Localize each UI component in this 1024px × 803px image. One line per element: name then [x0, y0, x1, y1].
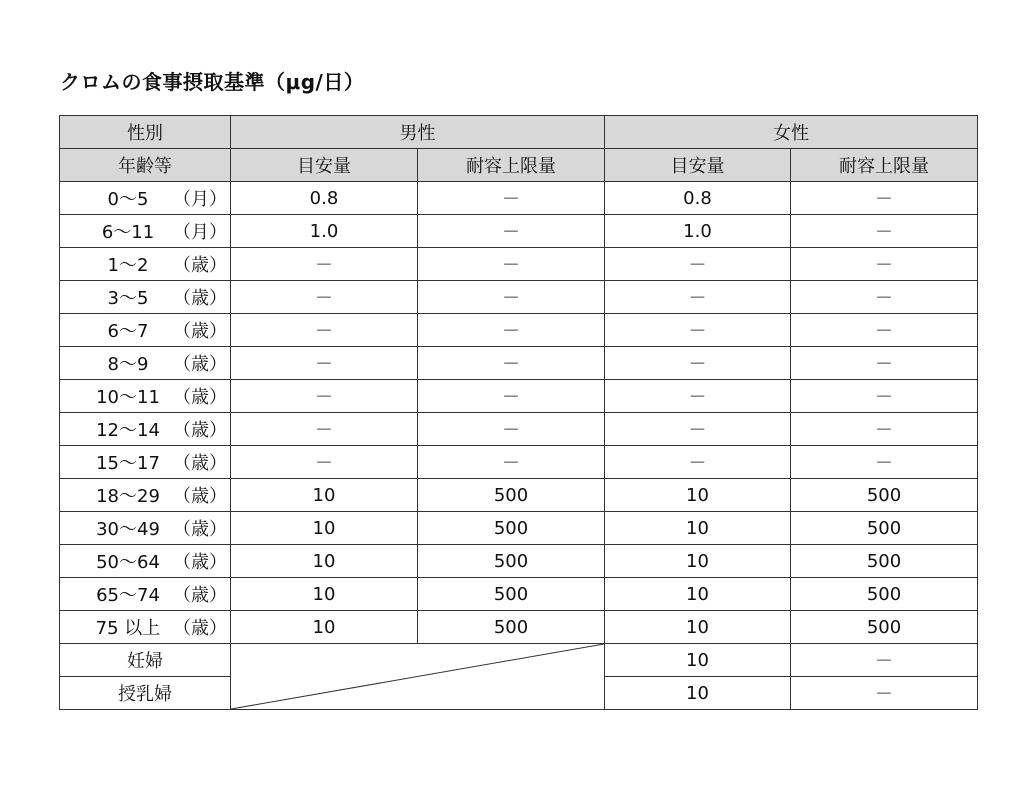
male-upper-limit-cell: －	[418, 314, 605, 347]
female-adequate-cell: 10	[605, 545, 791, 578]
table-row	[60, 248, 978, 281]
age-cell	[60, 215, 231, 248]
female-adequate-cell: 10	[605, 578, 791, 611]
female-adequate-cell: 0.8	[605, 182, 791, 215]
age-cell	[60, 479, 231, 512]
table-row	[60, 413, 978, 446]
female-adequate-cell: －	[605, 347, 791, 380]
female-upper-limit-cell: －	[791, 314, 978, 347]
male-adequate-cell: 10	[231, 512, 418, 545]
female-upper-limit-cell: 500	[791, 479, 978, 512]
table-row	[60, 347, 978, 380]
female-adequate-cell: 10	[605, 512, 791, 545]
male-adequate-cell: －	[231, 248, 418, 281]
male-adequate-cell: －	[231, 347, 418, 380]
male-adequate-cell: 10	[231, 578, 418, 611]
male-upper-limit-cell: 500	[418, 611, 605, 644]
female-adequate-cell: 1.0	[605, 215, 791, 248]
age-unit: （歳）	[173, 585, 227, 606]
female-upper-limit-cell: －	[791, 248, 978, 281]
table-row	[60, 578, 978, 611]
table-row	[60, 281, 978, 314]
age-range: 8～9	[107, 354, 149, 375]
table-row	[60, 314, 978, 347]
header-male: 男性	[231, 116, 605, 149]
diagonal-line	[231, 644, 604, 709]
male-adequate-cell: －	[231, 281, 418, 314]
table-row	[60, 446, 978, 479]
female-adequate-cell: 10	[605, 644, 791, 677]
age-cell	[60, 314, 231, 347]
age-unit: （月）	[173, 222, 227, 243]
female-adequate-cell: 10	[605, 677, 791, 710]
age-cell	[60, 182, 231, 215]
female-adequate-cell: －	[605, 413, 791, 446]
female-upper-limit-cell: 500	[791, 611, 978, 644]
age-cell	[60, 248, 231, 281]
header-female: 女性	[605, 116, 978, 149]
female-upper-limit-cell: 500	[791, 545, 978, 578]
header-male-adequate: 目安量	[231, 149, 418, 182]
female-upper-limit-cell: －	[791, 644, 978, 677]
age-cell	[60, 611, 231, 644]
female-upper-limit-cell: －	[791, 347, 978, 380]
female-adequate-cell: －	[605, 314, 791, 347]
age-unit: （歳）	[173, 387, 227, 408]
male-adequate-cell: －	[231, 413, 418, 446]
age-unit: （月）	[173, 189, 227, 210]
table-row	[60, 545, 978, 578]
age-range: 6～7	[107, 321, 149, 342]
male-upper-limit-cell: －	[418, 215, 605, 248]
female-adequate-cell: 10	[605, 611, 791, 644]
male-upper-limit-cell: 500	[418, 545, 605, 578]
female-adequate-cell: －	[605, 281, 791, 314]
age-range: 10～11	[96, 387, 160, 408]
age-cell	[60, 380, 231, 413]
chromium-intake-table	[59, 115, 977, 710]
age-range: 15～17	[96, 453, 160, 474]
male-upper-limit-cell: －	[418, 281, 605, 314]
female-upper-limit-cell: 500	[791, 578, 978, 611]
age-range: 6～11	[101, 222, 155, 243]
header-row-sex	[60, 116, 978, 149]
female-upper-limit-cell: －	[791, 446, 978, 479]
age-unit: （歳）	[173, 255, 227, 276]
age-unit: （歳）	[173, 321, 227, 342]
male-upper-limit-cell: 500	[418, 479, 605, 512]
male-adequate-cell: 10	[231, 545, 418, 578]
female-upper-limit-cell: －	[791, 677, 978, 710]
header-female-adequate: 目安量	[605, 149, 791, 182]
age-unit: （歳）	[173, 618, 227, 639]
header-age: 年齢等	[60, 149, 231, 182]
male-upper-limit-cell: －	[418, 413, 605, 446]
age-unit: （歳）	[173, 453, 227, 474]
male-upper-limit-cell: －	[418, 446, 605, 479]
male-adequate-cell: －	[231, 380, 418, 413]
male-adequate-cell: 1.0	[231, 215, 418, 248]
age-cell	[60, 446, 231, 479]
female-adequate-cell: －	[605, 248, 791, 281]
age-cell	[60, 347, 231, 380]
table-row	[60, 215, 978, 248]
header-row-metrics	[60, 149, 978, 182]
female-upper-limit-cell: －	[791, 380, 978, 413]
age-unit: （歳）	[173, 288, 227, 309]
female-upper-limit-cell: －	[791, 413, 978, 446]
age-range: 12～14	[96, 420, 160, 441]
age-cell	[60, 512, 231, 545]
table-row	[60, 380, 978, 413]
age-range: 3～5	[107, 288, 149, 309]
age-cell	[60, 545, 231, 578]
table-row	[60, 512, 978, 545]
header-female-upper-limit: 耐容上限量	[791, 149, 978, 182]
table-row-pregnant	[60, 644, 978, 677]
female-upper-limit-cell: －	[791, 281, 978, 314]
age-cell	[60, 281, 231, 314]
intake-table	[59, 115, 978, 710]
age-unit: （歳）	[173, 354, 227, 375]
age-range: 18～29	[96, 486, 160, 507]
header-sex: 性別	[60, 116, 231, 149]
special-label-cell: 妊婦	[60, 644, 231, 677]
table-row	[60, 182, 978, 215]
age-cell	[60, 413, 231, 446]
male-upper-limit-cell: －	[418, 347, 605, 380]
table-row	[60, 611, 978, 644]
age-range: 30～49	[96, 519, 160, 540]
age-range: 65～74	[96, 585, 160, 606]
female-upper-limit-cell: －	[791, 182, 978, 215]
age-unit: （歳）	[173, 486, 227, 507]
table-row	[60, 479, 978, 512]
not-applicable-cell	[231, 644, 605, 710]
page-title: クロムの食事摂取基準（μg/日）	[60, 70, 365, 94]
female-upper-limit-cell: 500	[791, 512, 978, 545]
male-upper-limit-cell: 500	[418, 512, 605, 545]
male-adequate-cell: －	[231, 314, 418, 347]
age-range: 75 以上	[95, 618, 161, 639]
female-upper-limit-cell: －	[791, 215, 978, 248]
male-upper-limit-cell: 500	[418, 578, 605, 611]
female-adequate-cell: 10	[605, 479, 791, 512]
female-adequate-cell: －	[605, 380, 791, 413]
table-body	[60, 182, 978, 710]
age-range: 0～5	[107, 189, 149, 210]
male-upper-limit-cell: －	[418, 182, 605, 215]
male-adequate-cell: 10	[231, 611, 418, 644]
male-adequate-cell: 0.8	[231, 182, 418, 215]
age-range: 1～2	[107, 255, 149, 276]
age-unit: （歳）	[173, 552, 227, 573]
header-male-upper-limit: 耐容上限量	[418, 149, 605, 182]
female-adequate-cell: －	[605, 446, 791, 479]
male-adequate-cell: 10	[231, 479, 418, 512]
male-upper-limit-cell: －	[418, 380, 605, 413]
age-range: 50～64	[96, 552, 160, 573]
special-label-cell: 授乳婦	[60, 677, 231, 710]
male-adequate-cell: －	[231, 446, 418, 479]
age-unit: （歳）	[173, 519, 227, 540]
age-cell	[60, 578, 231, 611]
male-upper-limit-cell: －	[418, 248, 605, 281]
age-unit: （歳）	[173, 420, 227, 441]
